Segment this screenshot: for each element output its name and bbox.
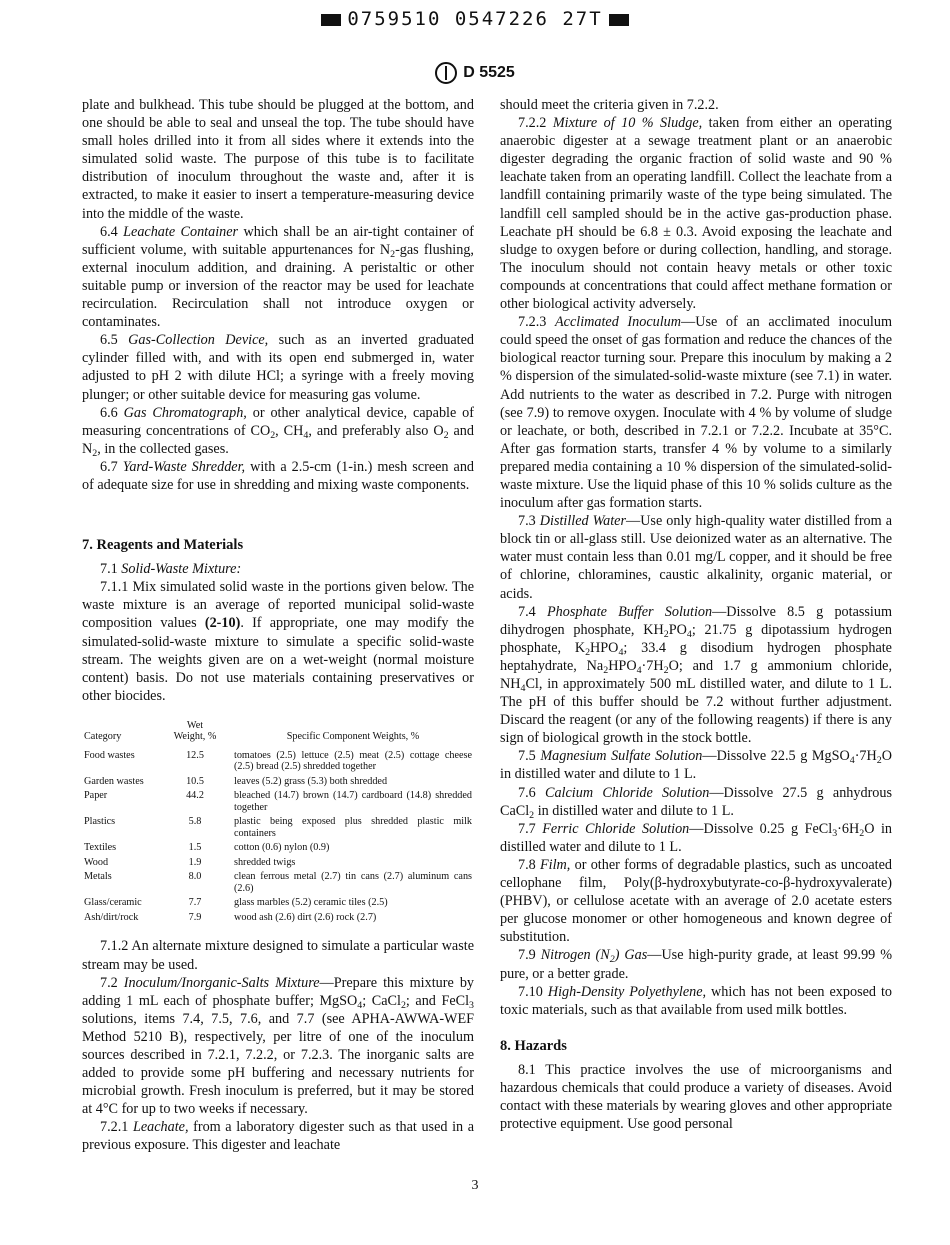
subscript: 2 bbox=[859, 827, 865, 839]
weight-cell: 7.7 bbox=[188, 897, 202, 909]
body-text: , and preferably also O bbox=[308, 422, 444, 439]
subscript: 2 bbox=[529, 809, 535, 821]
section-title: Gas Chromatograph, bbox=[123, 404, 247, 421]
subscript: 2 bbox=[876, 755, 882, 767]
section-number: 7.9 bbox=[518, 947, 536, 964]
body-text: —Use only high-quality water distilled from a block tin or all-glass still. Use deionized water as an alternative. The water must contain less than 0.01 mg/L copper, and it should be free of chlorine, chloramines, caustic alkalinity, organic material, or acids. bbox=[500, 513, 892, 602]
subscript: 4 bbox=[849, 755, 855, 767]
table-header-row bbox=[82, 719, 474, 749]
section-title: Leachate Container bbox=[123, 223, 239, 240]
body-text: PO bbox=[668, 621, 687, 638]
table-row bbox=[82, 896, 474, 911]
subscript: 2 bbox=[663, 664, 669, 676]
body-text: and N bbox=[82, 422, 474, 457]
body-text: , in the collected gases. bbox=[97, 440, 229, 457]
body-text: —Dissolve 0.25 g FeCl bbox=[689, 820, 833, 837]
section-number: 7.6 bbox=[518, 784, 536, 801]
page-number: 3 bbox=[471, 1178, 479, 1193]
specific-cell: clean ferrous metal (2.7) tin cans (2.7) aluminum cans (2.6) bbox=[234, 871, 472, 894]
body-text: —Dissolve 8.5 g potassium dihydrogen phosphate, KH bbox=[500, 603, 893, 638]
category-cell: Food wastes bbox=[84, 749, 135, 761]
left-column bbox=[82, 96, 474, 1155]
weight-cell: 1.9 bbox=[188, 856, 202, 868]
barcode-block-left bbox=[321, 14, 341, 26]
category-cell: Ash/dirt/rock bbox=[84, 911, 139, 923]
weight-cell: 7.9 bbox=[188, 911, 202, 923]
weight-cell: 1.5 bbox=[188, 842, 202, 854]
body-text: or other forms of degradable plastics, such as uncoated cellophane film, Poly(β-hydroxybutyrate-co-β-hydroxyvalerate) (PHBV), or cellulose acetate with an average of 2.0 acetate esters per glucose monomer or other homogeneous and known degree of substitution. bbox=[500, 856, 892, 946]
category-cell: Metals bbox=[84, 871, 112, 883]
title-text: Nitrogen (N bbox=[540, 947, 610, 964]
paragraph-7-2 bbox=[82, 974, 474, 1119]
section-number: 7.8 bbox=[518, 856, 536, 873]
subscript: 2 bbox=[270, 429, 276, 441]
paragraph-7-9 bbox=[500, 946, 892, 982]
section-number: 7.2 bbox=[100, 974, 118, 991]
specific-cell: plastic being exposed plus shredded plastic milk containers bbox=[234, 816, 472, 839]
subscript: 2 bbox=[390, 248, 396, 260]
astm-logo-icon bbox=[435, 62, 457, 84]
body-text: with a 2.5-cm (1-in.) mesh screen and of adequate size for use in shredding and mixing waste components. bbox=[82, 458, 475, 493]
subscript: 2 bbox=[443, 429, 449, 441]
subscript: 4 bbox=[636, 664, 642, 676]
body-text: which has not been exposed to toxic materials, such as that available from used milk bottles. bbox=[500, 983, 893, 1018]
weight-cell: 12.5 bbox=[186, 749, 204, 761]
body-text: or other analytical device, capable of measuring concentrations of CO bbox=[82, 404, 474, 439]
header-specific: Specific Component Weights, % bbox=[286, 731, 420, 743]
subscript: 3 bbox=[832, 827, 838, 839]
right-column bbox=[500, 96, 892, 1133]
section-title: Film, bbox=[540, 856, 571, 873]
standard-designation: D 5525 bbox=[463, 64, 515, 82]
waste-composition-table bbox=[82, 719, 474, 926]
subscript: 2 bbox=[585, 646, 591, 658]
body-text: —Dissolve 22.5 g MgSO bbox=[702, 748, 850, 765]
specific-cell: bleached (14.7) brown (14.7) cardboard (14.8) shredded together bbox=[234, 790, 472, 813]
section-title: Inoculum/Inorganic-Salts Mixture bbox=[123, 974, 320, 991]
body-text: O in distilled water and dilute to 1 L. bbox=[500, 748, 892, 783]
weight-cell: 10.5 bbox=[186, 775, 204, 787]
section-number: 7.2.2 bbox=[518, 115, 547, 132]
paragraph-6-6 bbox=[82, 404, 474, 458]
barcode-block-right bbox=[609, 14, 629, 26]
paragraph-6-5 bbox=[82, 331, 474, 403]
paragraph-7-7 bbox=[500, 820, 892, 856]
table-row bbox=[82, 749, 474, 775]
section-number: 7.2.3 bbox=[518, 314, 547, 331]
body-text: —Prepare this mixture by adding 1 mL each of phosphate buffer; MgSO bbox=[82, 974, 475, 1009]
header-weight-pct: Weight, % bbox=[173, 731, 217, 743]
paragraph-6-4 bbox=[82, 223, 474, 332]
table-row bbox=[82, 815, 474, 841]
body-text: —Dissolve 27.5 g anhydrous CaCl bbox=[500, 784, 892, 819]
body-text: . If appropriate, one may modify the simulated-solid-waste mixture to simulate a specific solid-waste stream. The weights given are on a wet-weight (normal moisture content) basis. Do not use materials containing preservatives or other biocides. bbox=[82, 615, 474, 704]
section-number: 7.7 bbox=[518, 820, 536, 837]
paragraph-7-6 bbox=[500, 784, 892, 820]
section-title: High-Density Polyethylene, bbox=[547, 983, 707, 1000]
paragraph-6-7 bbox=[82, 458, 474, 494]
weight-cell: 44.2 bbox=[186, 790, 204, 802]
category-cell: Paper bbox=[84, 790, 108, 802]
header-weight bbox=[158, 719, 232, 749]
body-text: taken from either an operating anaerobic digester at a sewage treatment plant or an anaerobic digester degrading the organic fraction of solid waste and 90 % leachate taken from an operating landfill. Collect the leachate from a landfill containing primarily waste of the type being simulated. The landfill cell sampled should be in the active gas-production phase. Leachate pH should be 6.8 ± 0.3. Avoid exposing the leachate and sludge to oxygen before or during collection, handling, and storage. The inoculum should not contain heavy metals or other toxic compounds at concentrations that could affect methane formation or other biological activity adversely. bbox=[500, 115, 892, 313]
subscript: 2 bbox=[92, 447, 98, 459]
body-text: , CH bbox=[275, 422, 304, 439]
subscript: 2 bbox=[400, 999, 406, 1011]
subscript: 3 bbox=[469, 999, 475, 1011]
section-number: 6.7 bbox=[100, 458, 118, 475]
section-title: Phosphate Buffer Solution bbox=[546, 603, 713, 620]
specific-cell: glass marbles (5.2) ceramic tiles (2.5) bbox=[234, 897, 388, 909]
reference: (2-10) bbox=[204, 615, 241, 632]
table-row bbox=[82, 789, 474, 815]
section-title: Solid-Waste Mixture: bbox=[121, 561, 242, 578]
subscript: 2 bbox=[603, 664, 609, 676]
section-title: Magnesium Sulfate Solution bbox=[540, 748, 703, 765]
paragraph-7-5 bbox=[500, 747, 892, 783]
body-text: from a laboratory digester such as that used in a previous exposure. This digester and leachate bbox=[82, 1119, 474, 1154]
section-title: Distilled Water bbox=[539, 513, 626, 530]
subscript: 4 bbox=[303, 429, 309, 441]
paragraph-continuation: should meet the criteria given in 7.2.2. bbox=[500, 97, 719, 113]
section-heading-8: 8. Hazards bbox=[500, 1037, 567, 1054]
section-number: 6.5 bbox=[100, 332, 118, 349]
category-cell: Wood bbox=[84, 856, 109, 868]
body-text: —Use of an acclimated inoculum could speed the onset of gas formation and reduce the chances of the biological reactor turning sour. Prepare this inoculum by making a 2 % dispersion of the simulated-solid-waste mixture (see 7.1) in water. Add nutrients to the water as described in 7.2. Purge with nitrogen (see 7.9) to remove oxygen. Inoculate with 4 % by volume of sludge or leachate, or both, described in 7.2.1 or 7.2.2. Incubate at 35°C. After gas formation starts, transfer 4 % by volume to a similarly prepared media containing a 10 % dispersion of the simulated-solid-waste mixture. Use the liquid phase of this 10 % solids culture as the inoculum after gas formation starts. bbox=[500, 314, 893, 512]
body-text: HPO bbox=[590, 639, 619, 656]
section-title: Leachate, bbox=[132, 1119, 189, 1136]
section-heading-7: 7. Reagents and Materials bbox=[82, 537, 244, 554]
document-control-code bbox=[0, 8, 950, 30]
specific-cell: shredded twigs bbox=[234, 856, 296, 868]
body-text: ; CaCl bbox=[362, 992, 401, 1009]
category-cell: Glass/ceramic bbox=[84, 897, 142, 909]
weight-cell: 5.8 bbox=[188, 816, 202, 828]
body-text: such as an inverted graduated cylinder filled with, and with its open end submerged in, water adjusted to pH 2 with dilute HCl; a syringe with a freely moving plunger; or other suitable device for measuring gas volume. bbox=[82, 332, 474, 403]
table-row bbox=[82, 856, 474, 871]
body-text: O; and 1.7 g ammonium chloride, NH bbox=[500, 657, 892, 692]
section-number: 7.5 bbox=[518, 748, 536, 765]
section-title: Mixture of 10 % Sludge, bbox=[552, 115, 703, 132]
header-category: Category bbox=[84, 731, 122, 743]
paragraph-7-2-2 bbox=[500, 114, 892, 313]
section-number: 7.4 bbox=[518, 603, 536, 620]
table-row bbox=[82, 911, 474, 926]
table-row bbox=[82, 775, 474, 790]
paragraph-continuation: plate and bulkhead. This tube should be plugged at the bottom, and one should be able to seal and unseal the top. The tube should have small holes drilled into it from all sides where it extends into the simulated solid waste. The purpose of this tube is to facilitate distribution of inoculum throughout the waste and, after it is extracted, to make it easier to insert a temperature-measuring device into the middle of the waste. bbox=[82, 97, 474, 222]
specific-cell: tomatoes (2.5) lettuce (2.5) meat (2.5) cottage cheese (2.5) bread (2.5) shredded together bbox=[234, 749, 472, 773]
specific-cell: cotton (0.6) nylon (0.9) bbox=[234, 842, 330, 854]
header-wet: Wet bbox=[186, 719, 204, 731]
body-text: ·6H bbox=[837, 820, 860, 837]
subscript: 4 bbox=[520, 683, 526, 694]
subscript: 2 bbox=[663, 628, 669, 640]
section-number: 7.2.1 bbox=[100, 1119, 129, 1136]
category-cell: Garden wastes bbox=[84, 775, 144, 787]
category-cell: Plastics bbox=[84, 816, 116, 828]
body-text: in distilled water and dilute to 1 L. bbox=[534, 802, 734, 819]
subscript: 2 bbox=[609, 954, 615, 966]
paragraph-7-3 bbox=[500, 512, 892, 602]
subscript: 4 bbox=[686, 628, 692, 640]
specific-cell: wood ash (2.6) dirt (2.6) rock (2.7) bbox=[234, 911, 377, 923]
section-number: 7.1 bbox=[100, 561, 118, 578]
section-title: Gas-Collection Device, bbox=[128, 332, 269, 349]
title-text: ) Gas bbox=[614, 947, 648, 964]
paragraph-7-1 bbox=[82, 560, 474, 578]
table-row bbox=[82, 841, 474, 856]
section-number: 7.10 bbox=[518, 983, 543, 1000]
section-title: Acclimated Inoculum bbox=[555, 314, 682, 331]
body-text: ; 21.75 g dipotassium hydrogen phosphate, K bbox=[500, 621, 893, 656]
weight-cell: 8.0 bbox=[188, 871, 202, 883]
paragraph-7-10 bbox=[500, 983, 892, 1019]
section-title bbox=[540, 947, 648, 966]
section-number: 6.4 bbox=[100, 223, 118, 240]
control-number: 0759510 0547226 27T bbox=[347, 8, 603, 30]
paragraph-7-4 bbox=[500, 603, 892, 748]
page-header bbox=[0, 62, 950, 84]
category-cell: Textiles bbox=[84, 842, 117, 854]
table-body bbox=[82, 749, 474, 926]
body-text: -gas flushing, external inoculum addition, and draining. A peristaltic or other suitable pump or inversion of the reactor may be used for leachate recirculation. Recirculation shall not introduce oxygen or contaminates. bbox=[82, 241, 474, 331]
specific-cell: leaves (5.2) grass (5.3) both shredded bbox=[234, 775, 388, 787]
body-text: ·7H bbox=[641, 657, 664, 674]
section-title: Yard-Waste Shredder, bbox=[122, 458, 246, 475]
section-title: Calcium Chloride Solution bbox=[545, 784, 710, 801]
paragraph-7-1-1 bbox=[82, 578, 474, 705]
body-text: ·7H bbox=[854, 748, 877, 765]
body-text: O in distilled water and dilute to 1 L. bbox=[500, 820, 892, 855]
body-text: which shall be an air-tight container of sufficient volume, with suitable appurtenances for N bbox=[82, 223, 475, 258]
body-text: solutions, items 7.4, 7.5, 7.6, and 7.7 (see APHA-AWWA-WEF Method 5210 B), respectively, per litre of one of the inoculum sources described in 7.2.1, 7.2.2, or 7.2.3. The inorganic salts are added to provide some pH buffering and necessary nutrients for microbial growth. Fresh inoculum is preferred, but it may be stored at 4°C for up to two weeks if necessary. bbox=[82, 1010, 474, 1118]
table-row bbox=[82, 870, 474, 896]
body-text: ; 33.4 g disodium hydrogen phosphate heptahydrate, Na bbox=[500, 639, 892, 674]
body-text: —Use high-purity grade, at least 99.99 % pure, or a better grade. bbox=[500, 947, 893, 982]
paragraph-7-2-1 bbox=[82, 1118, 474, 1154]
body-text: HPO bbox=[608, 657, 637, 674]
subscript: 4 bbox=[618, 646, 624, 658]
section-number: 7.3 bbox=[518, 513, 536, 530]
body-text: ; and FeCl bbox=[405, 992, 470, 1009]
section-number: 6.6 bbox=[100, 404, 118, 421]
paragraph-7-2-3 bbox=[500, 313, 892, 512]
subscript: 4 bbox=[357, 999, 363, 1011]
section-title: Ferric Chloride Solution bbox=[542, 820, 690, 837]
paragraph-7-1-2: 7.1.2 An alternate mixture designed to simulate a particular waste stream may be used. bbox=[82, 938, 474, 973]
paragraph-7-8 bbox=[500, 856, 892, 946]
paragraph-8-1: 8.1 This practice involves the use of microorganisms and hazardous chemicals that could produce a variety of diseases. Avoid contact with these materials by wearing gloves and other appropriate protective equipment. Use good personal bbox=[500, 1061, 892, 1133]
body-text: 7.1.1 Mix simulated solid waste in the portions given below. The waste mixture is an average of reported municipal solid-waste composition values bbox=[82, 579, 474, 632]
body-text: Cl, in approximately 500 mL distilled water, and dilute to 1 L. The pH of this buffer should be 7.2 without further adjustment. Discard the reagent (or any of the following reagents) if there is any sign of biological growth in the stock bottle. bbox=[500, 676, 892, 747]
